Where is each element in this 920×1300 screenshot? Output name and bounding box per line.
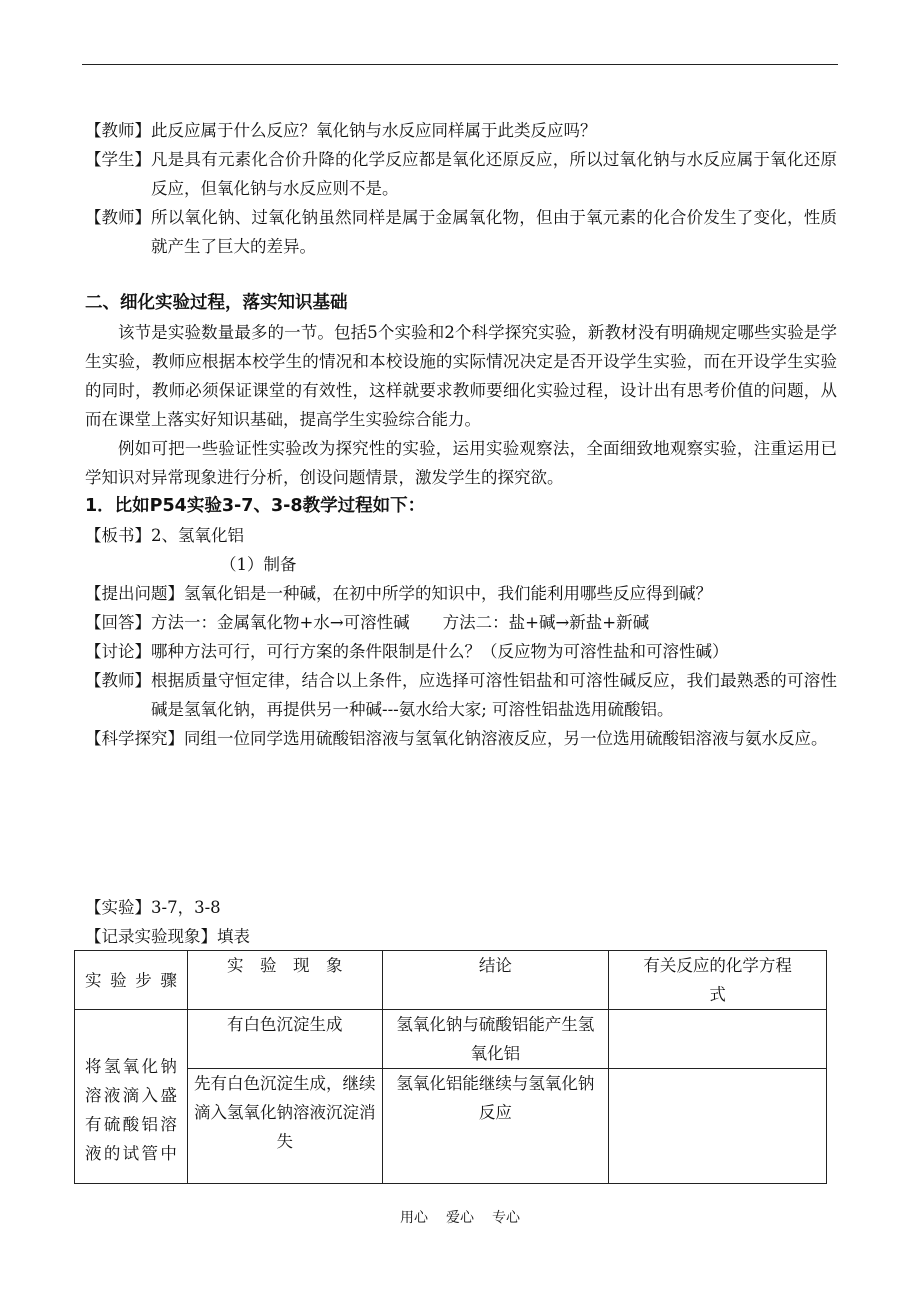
table-cell-equation — [609, 1010, 827, 1069]
experiment-line — [85, 893, 837, 922]
header-rule — [82, 64, 838, 65]
page-footer — [0, 1207, 920, 1227]
dialog-text: 氢氧化铝是一种碱，在初中所学的知识中，我们能利用哪些反应得到碱？ — [184, 584, 712, 603]
table-row — [75, 1069, 827, 1184]
speaker-tag: 【提出问题】 — [85, 584, 184, 603]
dialog-line — [85, 666, 837, 724]
footer-word: 爱心 — [446, 1210, 474, 1226]
speaker-tag: 【记录实验现象】 — [85, 927, 217, 946]
table-header-row — [75, 951, 827, 1010]
section-heading: 二、细化实验过程，落实知识基础 — [85, 293, 348, 313]
speaker-tag: 【教师】 — [85, 121, 151, 140]
table-header: 有关反应的化学方程式 — [609, 951, 827, 1010]
table-header: 实 验 现 象 — [187, 951, 382, 1010]
table-cell-step: 将氢氧化钠溶液滴入盛有硫酸铝溶液的试管中 — [75, 1010, 188, 1184]
dialog-line — [85, 203, 837, 261]
dialog-line — [85, 724, 837, 753]
dialog-text: 凡是具有元素化合价升降的化学反应都是氧化还原反应，所以过氧化钠与水反应属于氧化还原反应，但氧化钠与水反应则不是。 — [151, 150, 837, 198]
experiment-text: 3-7，3-8 — [151, 898, 221, 917]
board-line — [85, 521, 837, 550]
dialog-block-1 — [85, 116, 837, 261]
dialog-text: 哪种方法可行，可行方案的条件限制是什么？（反应物为可溶性盐和可溶性碱） — [151, 642, 729, 661]
board-text: 2、氢氧化铝 — [151, 526, 244, 545]
table-cell-conclusion: 氢氧化铝能继续与氢氧化钠反应 — [382, 1069, 609, 1184]
table-row — [75, 1010, 827, 1069]
table-cell-phenomenon: 先有白色沉淀生成，继续滴入氢氧化钠溶液沉淀消失 — [187, 1069, 382, 1184]
table-cell-conclusion: 氢氧化钠与硫酸铝能产生氢氧化铝 — [382, 1010, 609, 1069]
record-text: 填表 — [217, 927, 250, 946]
experiment-block — [85, 893, 837, 951]
footer-word: 用心 — [400, 1210, 428, 1226]
paragraph: 该节是实验数量最多的一节。包括5个实验和2个科学探究实验，新教材没有明确规定哪些实验是学生实验，教师应根据本校学生的情况和本校设施的实际情况决定是否开设学生实验，而在开设学生实验的同时，教师必须保证课堂的有效性，这样就要求教师要细化实验过程，设计出有思考价值的问题，从而在课堂上落实好知识基础，提高学生实验综合能力。 — [85, 323, 837, 429]
board-subtitle: （1）制备 — [220, 555, 297, 574]
dialog-text: 根据质量守恒定律，结合以上条件，应选择可溶性铝盐和可溶性碱反应，我们最熟悉的可溶性碱是氢氧化钠，再提供另一种碱---氨水给大家; 可溶性铝盐选用硫酸铝。 — [151, 671, 837, 719]
dialog-line — [85, 116, 837, 145]
footer-word: 专心 — [492, 1210, 520, 1226]
speaker-tag: 【科学探究】 — [85, 729, 184, 748]
speaker-tag: 【实验】 — [85, 898, 151, 917]
subsection-heading: 1．比如P54实验3-7、3-8教学过程如下： — [85, 496, 426, 516]
speaker-tag: 【回答】 — [85, 613, 151, 632]
speaker-tag: 【学生】 — [85, 150, 151, 169]
record-line — [85, 922, 837, 951]
speaker-tag: 【板书】 — [85, 526, 151, 545]
dialog-text: 同组一位同学选用硫酸铝溶液与氢氧化钠溶液反应，另一位选用硫酸铝溶液与氨水反应。 — [184, 729, 828, 748]
dialog-text: 此反应属于什么反应？氧化钠与水反应同样属于此类反应吗？ — [151, 121, 597, 140]
speaker-tag: 【讨论】 — [85, 642, 151, 661]
dialog-line — [85, 608, 837, 637]
experiment-table — [74, 950, 827, 1184]
section-2 — [85, 289, 837, 753]
table-cell-equation — [609, 1069, 827, 1184]
speaker-tag: 【教师】 — [85, 208, 151, 227]
speaker-tag: 【教师】 — [85, 671, 151, 690]
paragraph: 例如可把一些验证性实验改为探究性的实验，运用实验观察法，全面细致地观察实验，注重运用已学知识对异常现象进行分析，创设问题情景，激发学生的探究欲。 — [85, 439, 837, 487]
table-header: 实验步骤 — [75, 951, 188, 1010]
dialog-line — [85, 579, 837, 608]
table-cell-phenomenon: 有白色沉淀生成 — [187, 1010, 382, 1069]
table-header: 结论 — [382, 951, 609, 1010]
dialog-line — [85, 637, 837, 666]
dialog-line — [85, 145, 837, 203]
dialog-text: 方法一：金属氧化物+水→可溶性碱 方法二：盐+碱→新盐+新碱 — [151, 613, 650, 632]
dialog-text: 所以氧化钠、过氧化钠虽然同样是属于金属氧化物，但由于氧元素的化合价发生了变化，性质就产生了巨大的差异。 — [151, 208, 837, 256]
